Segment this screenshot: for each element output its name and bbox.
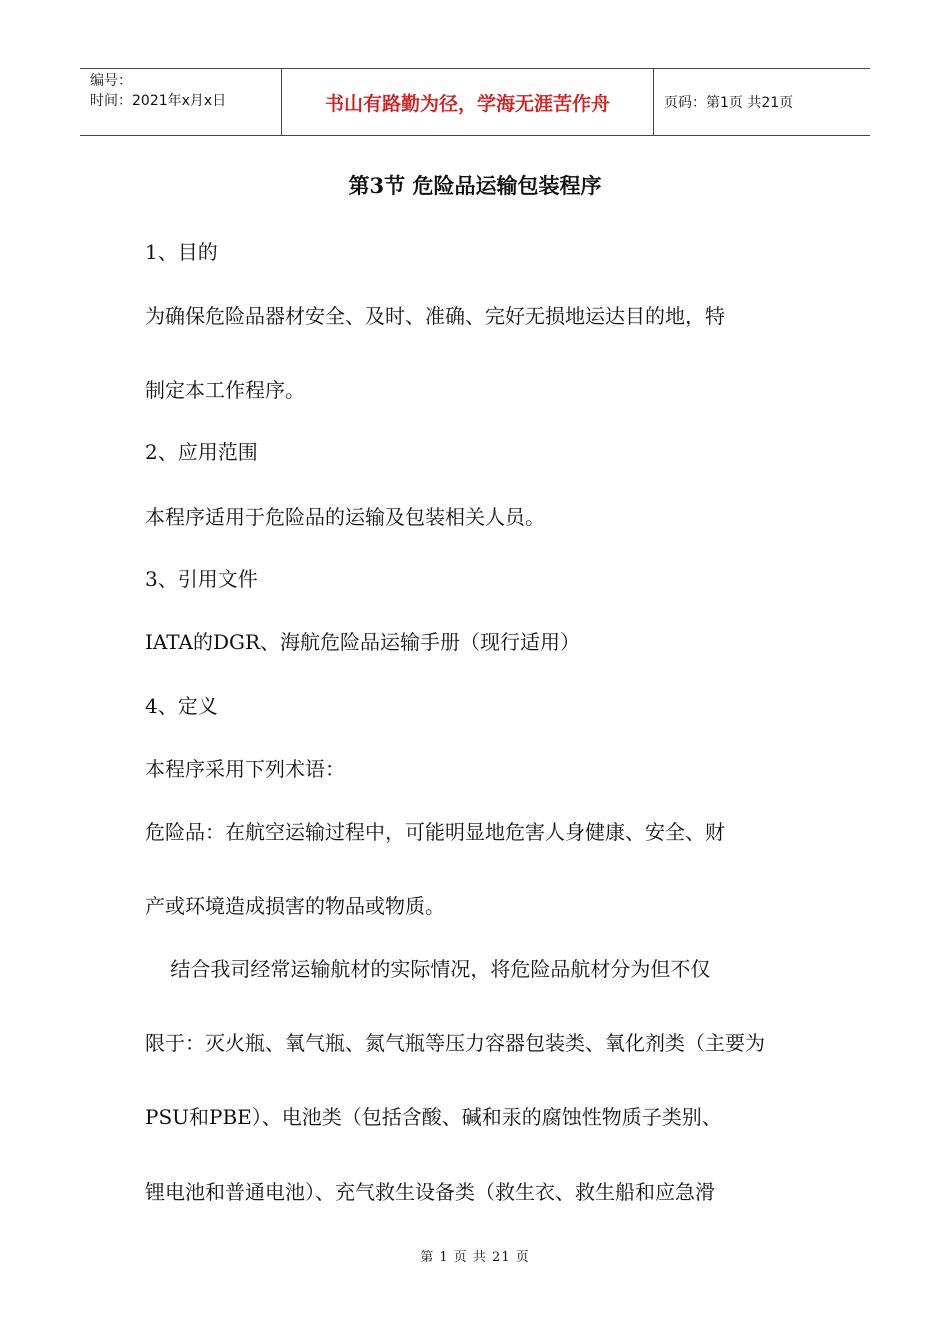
paragraph-line: 产或环境造成损害的物品或物质。 [145, 894, 445, 918]
heading-purpose: 1、目的 [145, 240, 218, 264]
paragraph-line: 本程序适用于危险品的运输及包装相关人员。 [145, 505, 545, 529]
heading-definitions: 4、定义 [145, 694, 218, 718]
section-title: 第3节 危险品运输包装程序 [348, 173, 602, 198]
paragraph-line: IATA的DGR、海航危险品运输手册（现行适用） [145, 630, 581, 654]
paragraph-line: 限于：灭火瓶、氧气瓶、氮气瓶等压力容器包装类、氧化剂类（主要为 [145, 1031, 765, 1055]
paragraph-line: 危险品：在航空运输过程中，可能明显地危害人身健康、安全、财 [145, 820, 725, 844]
page-footer: 第 1 页 共 21 页 [420, 1250, 530, 1265]
header-date: 时间：2021年x月x日 [90, 93, 227, 109]
paragraph-line: 结合我司经常运输航材的实际情况，将危险品航材分为但不仅 [145, 957, 711, 981]
paragraph-line: 制定本工作程序。 [145, 378, 305, 402]
paragraph-line: 本程序采用下列术语： [145, 757, 345, 781]
header-number-label: 编号： [90, 73, 132, 89]
header-meta [80, 69, 282, 135]
header-motto: 书山有路勤为径，学海无涯苦作舟 [282, 69, 654, 135]
heading-references: 3、引用文件 [145, 567, 258, 591]
paragraph-line: 为确保危险品器材安全、及时、准确、完好无损地运达目的地，特 [145, 304, 725, 328]
paragraph-line: 锂电池和普通电池）、充气救生设备类（救生衣、救生船和应急滑 [145, 1180, 715, 1204]
header-page-info: 页码：第1页 共21页 [664, 95, 794, 111]
page-header [80, 68, 870, 136]
heading-scope: 2、应用范围 [145, 440, 258, 464]
paragraph-line: PSU和PBE）、电池类（包括含酸、碱和汞的腐蚀性物质子类别、 [145, 1105, 722, 1129]
